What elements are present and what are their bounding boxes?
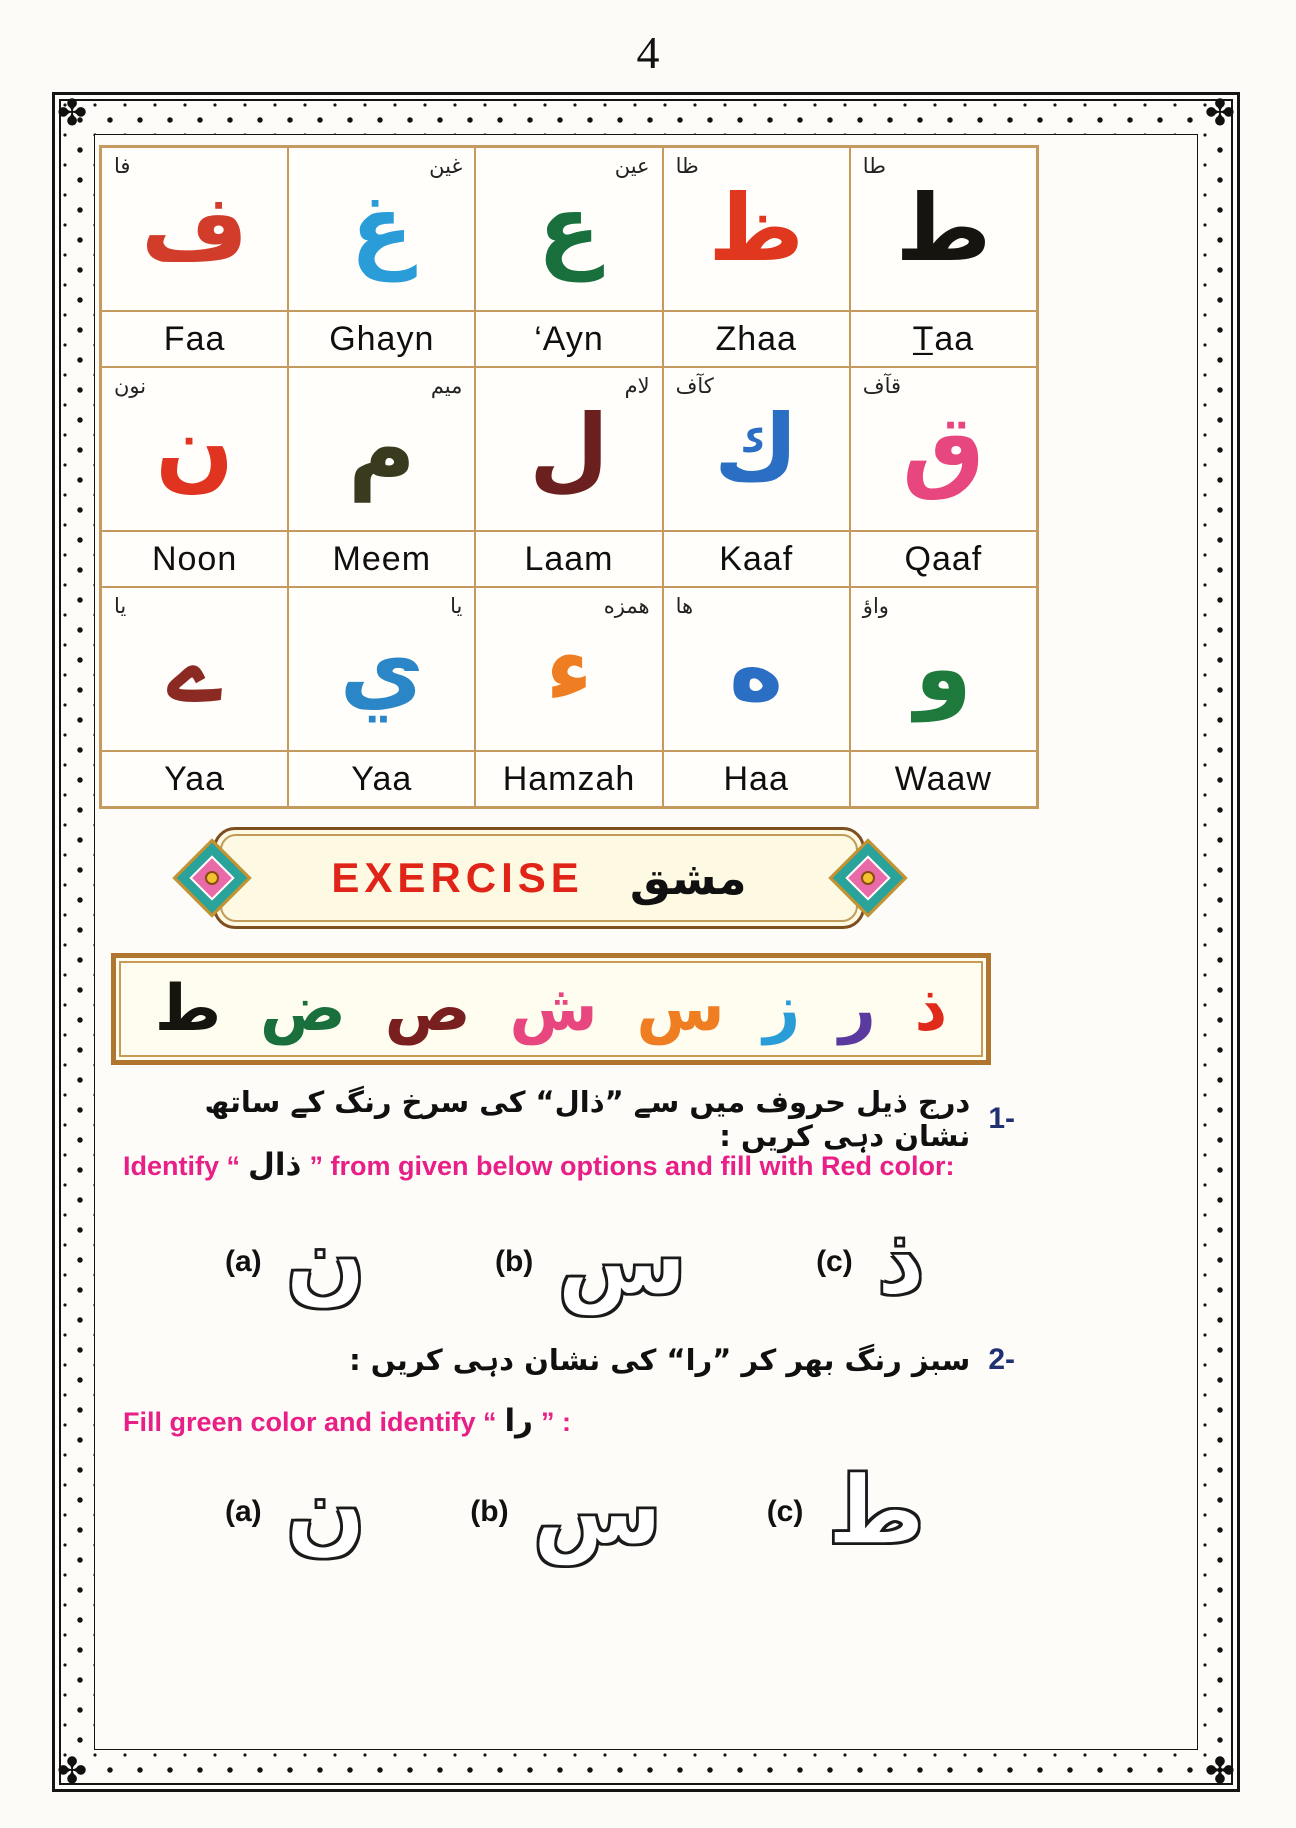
corner-ornament-icon: ✤ [57,1750,88,1791]
letter-arabic-label: يا [450,594,463,618]
banner-medallion-left-icon [179,845,245,911]
letter-arabic-label: غين [429,154,463,178]
table-name-row [101,531,1037,587]
letter-glyph-noon: ن [155,395,234,502]
question2-english-line [123,1403,571,1439]
letter-arabic-label: ظا [675,154,699,178]
exercise-title-english: EXERCISE [331,854,584,901]
medallion-center-dot [861,871,875,885]
letter-glyph-yaa: ي [339,615,424,722]
option-label: (c) [816,1245,853,1278]
option-label: (a) [225,1495,262,1528]
ornate-frame-band [57,92,1235,1791]
letter-arabic-label: يا [114,594,127,618]
letter-cell-haa [663,587,850,751]
question2-english-prefix: Fill green color and identify “ [123,1407,497,1437]
letter-name-laam: Laam [475,531,662,587]
letter-name-meem: Meem [288,531,475,587]
letter-arabic-label: واؤ [862,594,889,618]
letter-name-taa: T̲aa [850,311,1037,367]
question1-urdu-text: درج ذيل حروف ميں سے ”ذال“ کی سرخ رنگ کے ساتھ نشان دہی کريں : [204,1085,971,1153]
letter-name-qaaf: Qaaf [850,531,1037,587]
letter-glyph-kaaf: ك [714,395,799,502]
page-number: 4 [636,27,660,78]
letter-cell-yaa-barree [101,587,288,751]
letter-glyph-taa: ط [895,175,992,282]
letter-glyph-yaa-barree: ے [167,615,222,722]
letter-glyph-laam: ل [529,395,609,502]
strip-letter-taa: ط [154,972,222,1046]
letter-arabic-label: همزه [603,594,650,618]
letter-name-noon: Noon [101,531,288,587]
strip-letter-raa: ر [838,972,876,1046]
option-label: (b) [470,1495,509,1528]
letter-cell-zhaa [663,147,850,311]
letter-arabic-label: نون [114,374,147,398]
question1-english-suffix: ” from given below options and fill with Red color: [309,1151,955,1181]
medallion-center-dot [205,871,219,885]
table-name-row [101,311,1037,367]
letter-name-haa: Haa [663,751,850,807]
option-outline-letter-seen[interactable]: س [557,1207,687,1316]
letter-arabic-label: فا [114,154,131,178]
option-outline-letter-taa[interactable]: ط [827,1457,925,1566]
letter-arabic-label: عين [614,154,650,178]
option-outline-letter-noon[interactable]: ن [285,1207,366,1316]
table-letter-row [101,367,1037,531]
table-letter-row [101,587,1037,751]
question2-option-b[interactable] [470,1457,663,1566]
option-label: (a) [225,1245,262,1278]
corner-ornament-icon: ✤ [1204,1750,1235,1791]
exercise-title-urdu: مشق [629,851,747,905]
letter-name-kaaf: Kaaf [663,531,850,587]
option-label: (b) [494,1245,534,1278]
letter-glyph-ayn: ع [537,175,601,282]
letter-arabic-label: لام [624,374,650,398]
letter-glyph-waaw: و [914,615,972,722]
table-letter-row [101,147,1037,311]
question2-options [225,1447,925,1577]
question1-option-c[interactable] [816,1207,925,1316]
letter-cell-faa [101,147,288,311]
strip-letter-seen: س [636,972,725,1046]
letter-glyph-ghayn: غ [350,175,414,282]
question2-english-suffix: ” : [541,1407,572,1437]
corner-ornament-icon: ✤ [57,92,88,133]
question1-urdu-line [135,1085,1015,1153]
letter-arabic-label: قآف [862,374,902,398]
letter-cell-qaaf [850,367,1037,531]
question2-option-c[interactable] [766,1457,925,1566]
letter-glyph-qaaf: ق [902,395,985,502]
letter-glyph-hamzah: ء [545,615,593,722]
letter-cell-ayn [475,147,662,311]
letter-name-zhaa: Zhaa [663,311,850,367]
question2-option-a[interactable] [225,1457,366,1566]
question2-urdu-line [135,1343,1015,1377]
letter-cell-ghayn [288,147,475,311]
letter-glyph-haa: ه [729,615,784,722]
question1-option-b[interactable] [494,1207,687,1316]
letter-glyph-meem: م [348,395,416,502]
letter-arabic-label: ميم [430,374,463,398]
letter-arabic-label: طا [862,154,886,178]
corner-ornament-icon: ✤ [1204,92,1235,133]
letter-glyph-zhaa: ظ [708,175,804,282]
question1-option-a[interactable] [225,1207,366,1316]
question1-english-line [123,1147,954,1183]
alphabet-table [99,145,1039,809]
exercise-banner [213,827,865,929]
question1-options [225,1197,925,1327]
ornate-frame [52,92,1240,1792]
letter-name-hamzah: Hamzah [475,751,662,807]
strip-letter-daad: ض [259,972,346,1046]
letter-arabic-label: ها [675,594,694,618]
letter-glyph-faa: ف [141,175,249,282]
letter-cell-hamzah [475,587,662,751]
option-label: (c) [766,1495,804,1528]
page-content [94,134,1198,1750]
table-name-row [101,751,1037,807]
letter-name-faa: Faa [101,311,288,367]
letter-name-yaa-barree: Yaa [101,751,288,807]
option-outline-letter-dhaal[interactable]: ذ [876,1207,925,1316]
question2-number: 2- [988,1343,1015,1376]
letter-cell-yaa [288,587,475,751]
letter-cell-meem [288,367,475,531]
letter-cell-waaw [850,587,1037,751]
letter-cell-taa [850,147,1037,311]
practice-letter-strip [111,953,991,1065]
question1-target-letter: ذال [248,1147,302,1183]
letter-name-ayn: ‘Ayn [475,311,662,367]
strip-letter-sheen: ش [509,972,598,1046]
question1-number: 1- [988,1102,1015,1135]
letter-arabic-label: كآف [675,374,714,398]
strip-letter-saad: ص [384,972,471,1046]
option-outline-letter-seen[interactable]: س [532,1457,663,1566]
question1-english-prefix: Identify “ [123,1151,241,1181]
strip-letter-zay: ز [763,972,801,1046]
option-outline-letter-noon[interactable]: ن [285,1457,366,1566]
letter-cell-laam [475,367,662,531]
exercise-banner-inner [220,834,858,922]
question2-urdu-text: سبز رنگ بھر کر ”را“ کی نشان دہی کريں : [349,1343,971,1377]
letter-name-yaa: Yaa [288,751,475,807]
strip-letter-dhaal: ذ [914,972,948,1046]
banner-medallion-right-icon [835,845,901,911]
letter-name-waaw: Waaw [850,751,1037,807]
letter-cell-noon [101,367,288,531]
letter-name-ghayn: Ghayn [288,311,475,367]
letter-cell-kaaf [663,367,850,531]
question2-target-letter: را [504,1403,534,1439]
